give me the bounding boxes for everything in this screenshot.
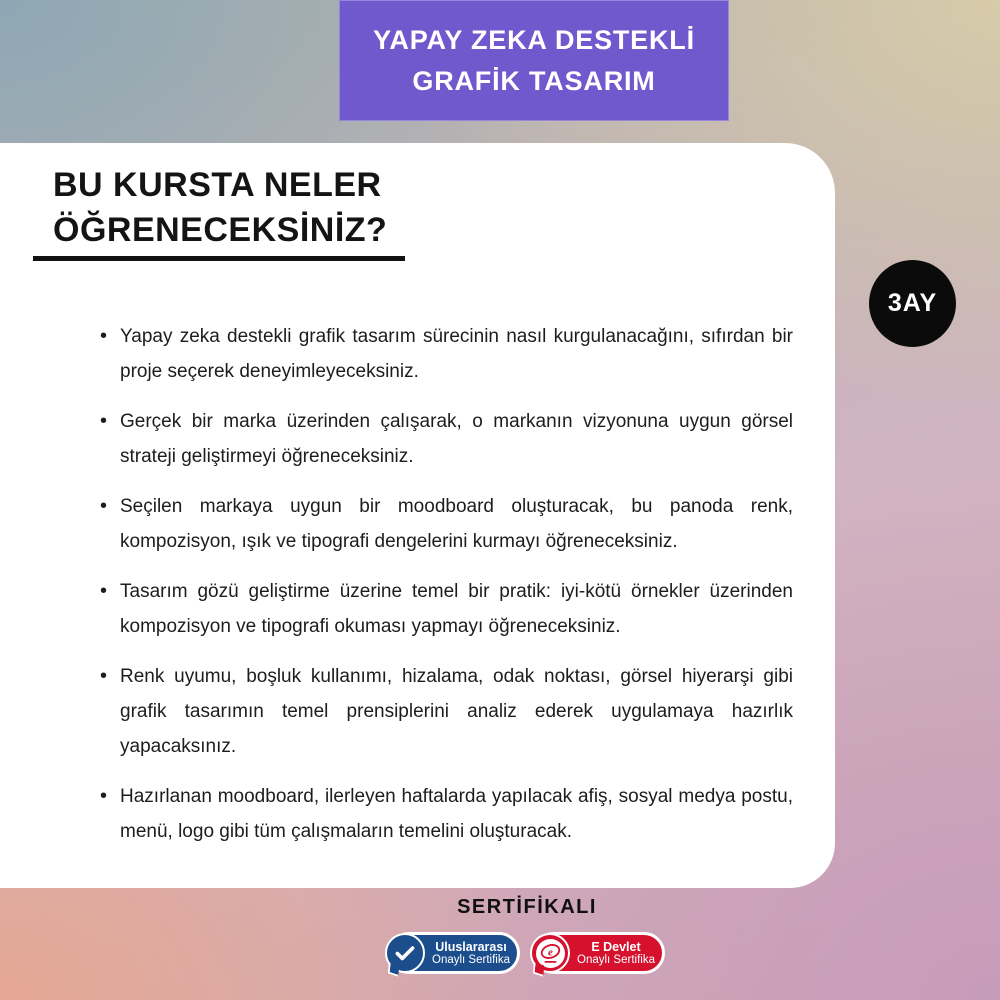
bullet-icon: •	[100, 580, 108, 602]
page-title-line1: BU KURSTA NELER	[53, 166, 382, 204]
duration-badge-label: 3AY	[887, 289, 938, 317]
badge-subtitle: Onaylı Sertifika	[577, 953, 655, 966]
edevlet-icon	[530, 933, 570, 973]
badge-title: E Devlet	[591, 939, 641, 954]
list-item-text: Gerçek bir marka üzerinden çalışarak, o markanın vizyonuna uygun görsel strateji geliştirmeyi öğreneceksiniz.	[120, 411, 793, 467]
list-item	[98, 319, 793, 389]
badge-text	[432, 940, 510, 967]
banner-title-line2: GRAFİK TASARIM	[412, 65, 656, 96]
page-title	[53, 163, 387, 253]
list-item	[98, 779, 793, 849]
svg-text:e: e	[547, 946, 553, 958]
bullet-icon: •	[100, 785, 108, 807]
list-item-text: Renk uyumu, boşluk kullanımı, hizalama, odak noktası, görsel hiyerarşi gibi grafik tasarımın temel prensiplerini analiz ederek uygulamaya hazırlık yapacaksınız.	[120, 666, 793, 757]
list-item	[98, 404, 793, 474]
list-item-text: Seçilen markaya uygun bir moodboard oluşturacak, bu panoda renk, kompozisyon, ışık ve tipografi dengelerini kurmayı öğreneceksiniz.	[120, 496, 793, 552]
duration-badge	[869, 260, 956, 347]
page-title-line2: ÖĞRENECEKSİNİZ?	[53, 211, 388, 249]
list-item-text: Tasarım gözü geliştirme üzerine temel bir pratik: iyi-kötü örnekler üzerinden kompozisyon ve tipografi okuması yapmayı öğreneceksiniz.	[120, 581, 793, 637]
badge-title: Uluslararası	[435, 939, 507, 954]
certificate-badges	[388, 932, 665, 974]
list-item	[98, 574, 793, 644]
footer-title: SERTİFİKALI	[457, 896, 597, 918]
badge-subtitle: Onaylı Sertifika	[432, 953, 510, 966]
list-item	[98, 659, 793, 764]
bullet-icon: •	[100, 665, 108, 687]
badge-text	[577, 940, 655, 967]
bullet-icon: •	[100, 495, 108, 517]
content-card	[0, 143, 835, 888]
heading-underline	[33, 256, 405, 261]
list-item-text: Yapay zeka destekli grafik tasarım sürecinin nasıl kurgulanacağını, sıfırdan bir proje seçerek deneyimleyeceksiniz.	[120, 326, 793, 382]
course-topics-list	[98, 319, 793, 864]
banner-title-line1: YAPAY ZEKA DESTEKLİ	[373, 24, 695, 55]
list-item	[98, 489, 793, 559]
edevlet-certificate-badge	[533, 932, 665, 974]
international-certificate-badge	[388, 932, 520, 974]
check-icon	[385, 933, 425, 973]
header-banner	[339, 0, 729, 121]
bullet-icon: •	[100, 410, 108, 432]
bullet-icon: •	[100, 325, 108, 347]
edevlet-logo	[536, 939, 565, 968]
list-item-text: Hazırlanan moodboard, ilerleyen haftalarda yapılacak afiş, sosyal medya postu, menü, logo gibi tüm çalışmaların temelini oluşturacak.	[120, 786, 793, 842]
